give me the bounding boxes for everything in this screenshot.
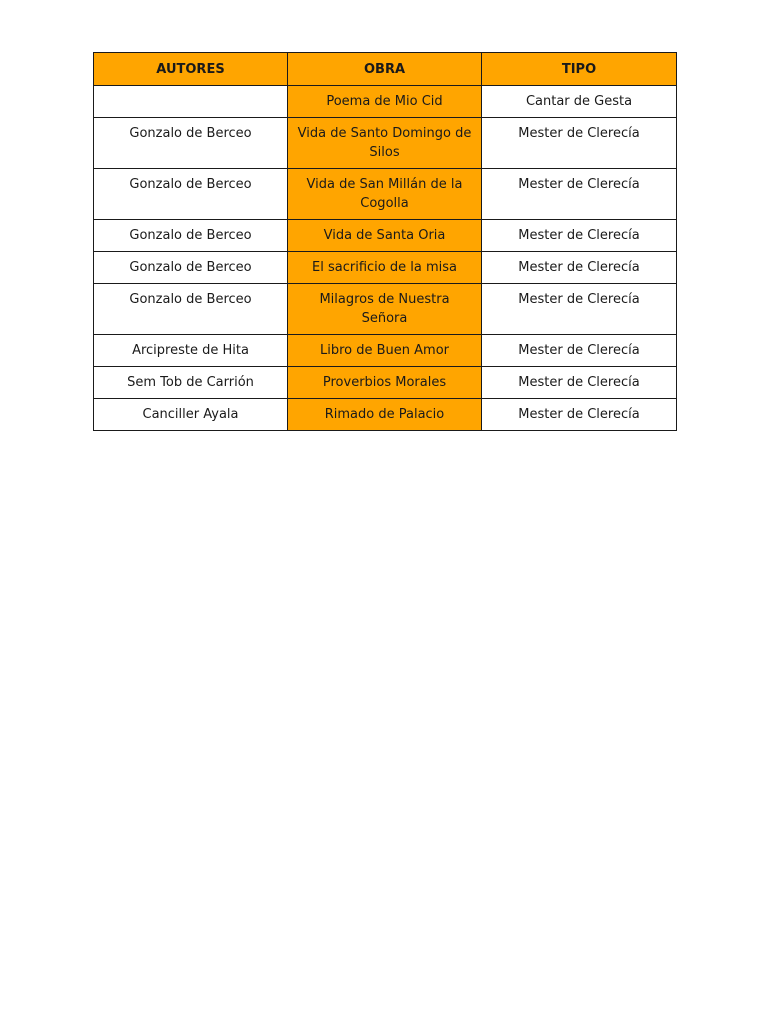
cell-tipo: Cantar de Gesta: [482, 86, 677, 118]
header-autores: AUTORES: [94, 53, 288, 86]
table-row: [94, 367, 677, 399]
table-row: [94, 220, 677, 252]
cell-autor: [94, 86, 288, 118]
cell-obra: Proverbios Morales: [288, 367, 482, 399]
table-row: [94, 252, 677, 284]
table-row: [94, 284, 677, 335]
table-row: [94, 399, 677, 431]
cell-autor: Gonzalo de Berceo: [94, 284, 288, 335]
cell-tipo: Mester de Clerecía: [482, 367, 677, 399]
cell-autor: Gonzalo de Berceo: [94, 118, 288, 169]
cell-tipo: Mester de Clerecía: [482, 118, 677, 169]
cell-obra: Poema de Mio Cid: [288, 86, 482, 118]
cell-autor: Arcipreste de Hita: [94, 335, 288, 367]
works-table: [93, 52, 677, 431]
cell-autor: Gonzalo de Berceo: [94, 169, 288, 220]
cell-tipo: Mester de Clerecía: [482, 169, 677, 220]
cell-tipo: Mester de Clerecía: [482, 335, 677, 367]
cell-obra: Vida de Santa Oria: [288, 220, 482, 252]
cell-autor: Gonzalo de Berceo: [94, 220, 288, 252]
header-tipo: TIPO: [482, 53, 677, 86]
cell-obra: El sacrificio de la misa: [288, 252, 482, 284]
cell-obra: Rimado de Palacio: [288, 399, 482, 431]
cell-tipo: Mester de Clerecía: [482, 399, 677, 431]
cell-autor: Canciller Ayala: [94, 399, 288, 431]
table-row: [94, 169, 677, 220]
table-row: [94, 335, 677, 367]
cell-tipo: Mester de Clerecía: [482, 252, 677, 284]
cell-tipo: Mester de Clerecía: [482, 284, 677, 335]
table-header-row: [94, 53, 677, 86]
cell-obra: Milagros de Nuestra Señora: [288, 284, 482, 335]
cell-tipo: Mester de Clerecía: [482, 220, 677, 252]
cell-obra: Vida de San Millán de la Cogolla: [288, 169, 482, 220]
cell-obra: Libro de Buen Amor: [288, 335, 482, 367]
cell-obra: Vida de Santo Domingo de Silos: [288, 118, 482, 169]
header-obra: OBRA: [288, 53, 482, 86]
table-row: [94, 86, 677, 118]
table-row: [94, 118, 677, 169]
cell-autor: Sem Tob de Carrión: [94, 367, 288, 399]
cell-autor: Gonzalo de Berceo: [94, 252, 288, 284]
